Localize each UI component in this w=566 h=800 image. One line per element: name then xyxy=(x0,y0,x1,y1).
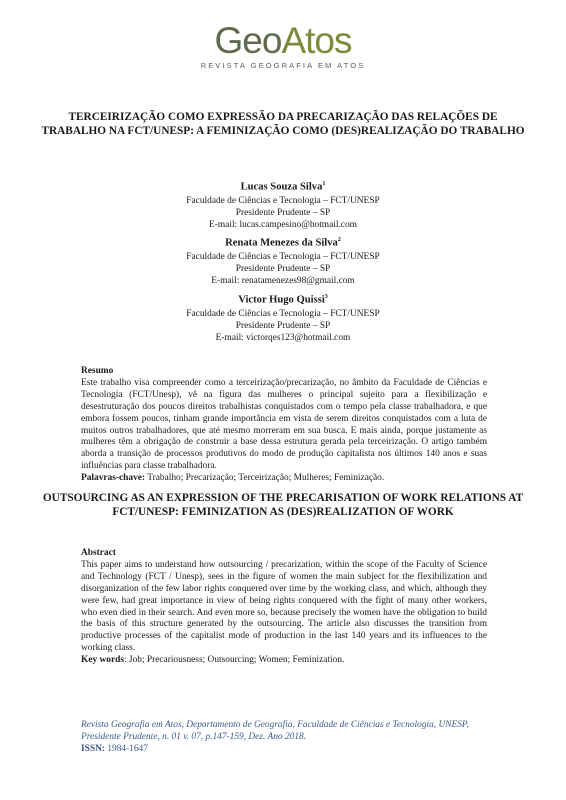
author-name: Lucas Souza Silva$^1$ xyxy=(240,181,326,193)
palavras-chave-line xyxy=(81,473,487,485)
footnote-marker: 3 xyxy=(324,294,328,300)
keywords-text: Trabalho; Precarização; Terceirização; Mulheres; Feminização. xyxy=(145,473,385,484)
footnote-marker: 1 xyxy=(322,181,326,187)
author-name: Renata Menezes da Silva$^2$ xyxy=(225,237,341,249)
journal-footer xyxy=(81,720,501,756)
author-name: Victor Hugo Quissi$^3$ xyxy=(238,294,328,306)
article-title-english: OUTSOURCING AS AN EXPRESSION OF THE PRECARISATION OF WORK RELATIONS AT FCT/UNESP: FEMINIZATION AS (DES)REALIZATION OF WORK xyxy=(42,492,524,518)
abstract-text: This paper aims to understand how outsourcing / precarization, within the scope of the Faculty of Science and Technology (FCT / Unesp), sees in the figure of women the main subject for the flexibilization and disorganization of the few labor rights conquered over time by the working class, and which, although they were few, had great importance in view of being rights conquered with the fight of many other workers, who even died in their search. And even more so, because precisely the women have the obligation to build the basis of this structure generated by the outsourcing. The article also discusses the transition from productive processes of the capitalist mode of production in the last 140 years and its influences to the working class. xyxy=(81,559,487,654)
author-block xyxy=(60,233,506,287)
abstract-heading: Abstract xyxy=(81,548,116,558)
author-email: E-mail: renatamenezes98@gmail.com xyxy=(211,276,355,287)
author-affiliation: Faculdade de Ciências e Tecnologia – FCT/UNESP xyxy=(186,251,380,262)
key-words-line xyxy=(81,655,487,667)
journal-subtitle: REVISTA GEOGRAFIA EM ATOS xyxy=(200,61,366,70)
issn-value: 1984-1647 xyxy=(104,743,148,754)
author-block xyxy=(60,177,506,231)
article-title-portuguese: TERCEIRIZAÇÃO COMO EXPRESSÃO DA PRECARIZAÇÃO DAS RELAÇÕES DE TRABALHO NA FCT/UNESP: A FEMINIZAÇÃO COMO (DES)REALIZAÇÃO DO TRABALHO xyxy=(41,111,525,137)
abstract-section xyxy=(81,548,487,667)
issn-line xyxy=(81,744,501,756)
author-email: E-mail: victorqes123@hotmail.com xyxy=(215,333,351,344)
resumo-section xyxy=(81,366,487,485)
resumo-heading: Resumo xyxy=(81,366,114,376)
author-affiliation: Faculdade de Ciências e Tecnologia – FCT/UNESP xyxy=(186,195,380,206)
resumo-text: Este trabalho visa compreender como a terceirização/precarização, no âmbito da Faculdade de Ciências e Tecnologia (FCT/Unesp), vê na figura das mulheres o principal sujeito para a flexibilização e desestruturação dos poucos direitos trabalhistas conquistados com o tempo pela classe trabalhadora, e que embora fossem poucos, tinham grande importância em vista de serem direitos conquistados com a luta de muitos outros trabalhadores, que até mesmo morreram em sua busca. E mais ainda, porque justamente as mulheres têm a obrigação de construir a base dessa estrutura gerada pela terceirização. O artigo também aborda a transição de processos produtivos do modo de produção capitalista nos últimos 140 anos e suas influências para classe trabalhadora. xyxy=(81,377,487,472)
author-affiliation: Faculdade de Ciências e Tecnologia – FCT/UNESP xyxy=(186,308,380,319)
author-email: E-mail: lucas.campesino@hotmail.com xyxy=(209,220,357,231)
citation-reference: Revista Geografia em Atos, Departamento de Geografia, Faculdade de Ciências e Tecnologia, UNESP, Presidente Prudente, n. 01 v. 07, p.147-159, Dez. Ano 2018. xyxy=(81,720,469,742)
logo-wordmark xyxy=(215,22,352,60)
keywords-label: Palavras-chave: xyxy=(81,473,146,484)
logo-atos-text: Atos xyxy=(281,20,352,61)
keywords-text: : Job; Precariousness; Outsourcing; Women; Feminization. xyxy=(123,655,345,666)
author-location: Presidente Prudente – SP xyxy=(235,263,331,274)
journal-logo xyxy=(0,22,566,70)
issn-label: ISSN: xyxy=(81,743,105,754)
author-block xyxy=(60,290,506,344)
author-location: Presidente Prudente – SP xyxy=(235,320,331,331)
author-location: Presidente Prudente – SP xyxy=(235,207,331,218)
logo-geo-text: Geo xyxy=(214,20,282,61)
keywords-label: Key words xyxy=(81,655,124,666)
footnote-marker: 2 xyxy=(337,237,341,243)
